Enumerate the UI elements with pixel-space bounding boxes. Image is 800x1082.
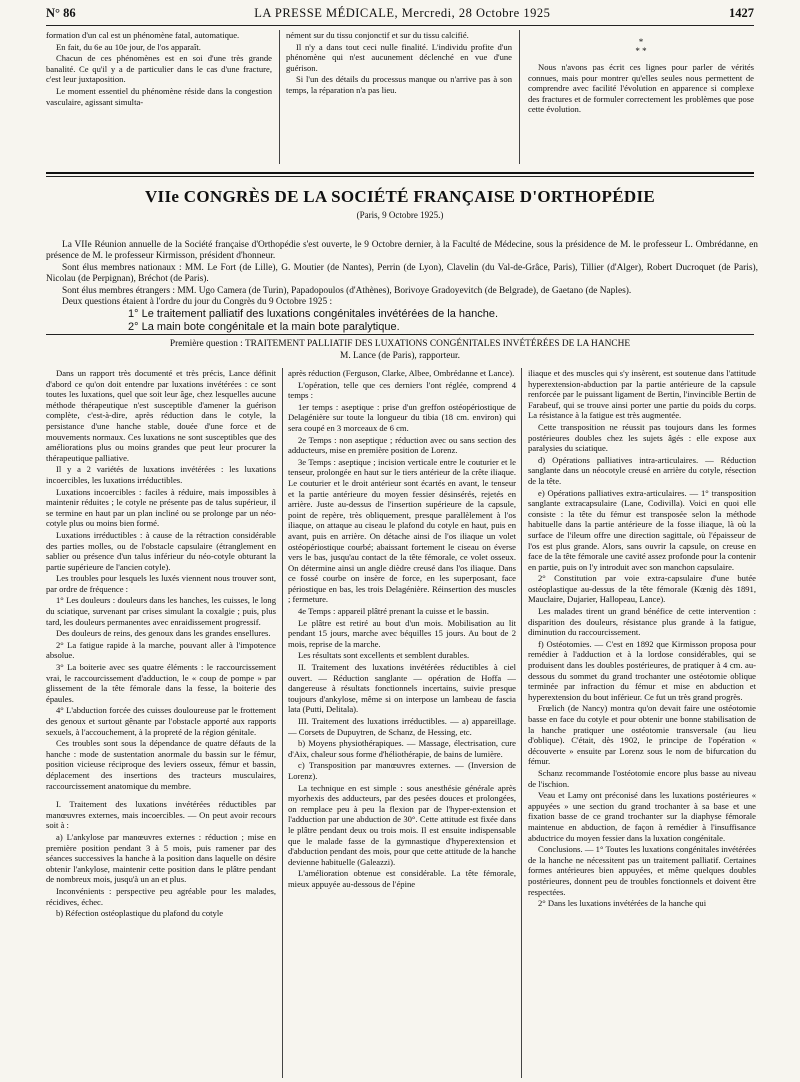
paragraph: 1° Les douleurs : douleurs dans les hanches, les cuisses, le long du sciatique, survenant par crises simulant la coxalgie ; puis, plus tard, les douleurs permanentes avec enraidissement progressif. <box>46 595 276 627</box>
paragraph: Conclusions. — 1° Toutes les luxations congénitales invétérées de la hanche ne nécessitent pas un traitement palliatif. Certaines formes antérieures bien appuyées, et même quelques doubles postérieures, donnent peu de troubles fonctionnels et doivent être respectées. <box>528 844 756 897</box>
column-divider <box>279 30 280 164</box>
paragraph: f) Ostéotomies. — C'est en 1892 que Kirmisson proposa pour remédier à l'adduction et à la lordose considérables, qui se produisent dans les doubles postérieures, de pratiquer à 4 cm. au-dessous du sommet du grand trochanter une ostéotomie oblique terminée par infraction du fémur et mise en abduction et hyperextension du bout inférieur. Ce fut un très grand progrès. <box>528 638 756 702</box>
paragraph: d) Opérations palliatives intra-articulaires. — Réduction sanglante dans un néocotyle creusé en arrière du cotyle, résection de la tête. <box>528 454 756 486</box>
paragraph: c) Transposition par manœuvres externes. — (Inversion de Lorenz). <box>288 760 516 781</box>
paragraph: 2° La fatigue rapide à la marche, pouvant aller à l'impotence absolue. <box>46 639 276 661</box>
paragraph: Nous n'avons pas écrit ces lignes pour parler de vérités connues, mais pour montrer qu'elles seules nous permettent de comprendre avec facilité l'évolution en apparence si complexe des fractures et de formuler correctement les problèmes que pose cette évolution. <box>528 62 754 115</box>
body-column-3 <box>528 368 756 1080</box>
paragraph: 3° La boiterie avec ses quatre éléments : le raccourcissement vrai, le raccourcissement d'adduction, le « coup de pompe » par glissement de la tête fémorale dans la fesse, la boiterie des épaules. <box>46 662 276 704</box>
paragraph: Frœlich (de Nancy) montra qu'on devait faire une ostéotomie basse en face du cotyle et pour obtenir une bonne stabilisation de la hanche pratiquer une ostéotomie transversale (au lieu d'oblique). C'était, dès 1902, le principe de l'opération « découverte » ensuite par Lorenz sous le nom de bifurcation du fémur. <box>528 703 756 767</box>
paragraph: Le moment essentiel du phénomène réside dans la congestion vasculaire, agissant simulta- <box>46 85 272 107</box>
question-1: 1° Le traitement palliatif des luxations congénitales invétérées de la hanche. <box>128 308 499 321</box>
paragraph: En fait, du 6e au 10e jour, de l'os apparaît. <box>56 41 201 52</box>
paragraph: 1er temps : aseptique : prise d'un greffon ostéopériostique de Delagénière sur toute la longueur du tibia (18 cm. environ) qui sera coupé en 3 morceaux de 6 cm. <box>288 401 516 433</box>
section-rule <box>46 172 754 174</box>
article-intro <box>46 240 758 333</box>
question-2: 2° La main bote congénitale et la main bote paralytique. <box>128 320 400 333</box>
section-heading: Première question : TRAITEMENT PALLIATIF DES LUXATIONS CONGÉNITALES INVÉTÉRÉES DE LA HANCHE <box>169 339 631 349</box>
paragraph: Veau et Lamy ont préconisé dans les luxations postérieures « appuyées » une section du grand trochanter à sa base et une fixation basse de ce grand trochanter sur la diaphyse fémorale maintenue en abduction, de façon à remédier à l'insuffisance abductrice du moyen fessier dans la luxation congénitale. <box>528 790 756 843</box>
paragraph: 2° Dans les luxations invétérées de la hanche qui <box>538 898 707 909</box>
column-divider <box>282 368 283 1078</box>
header-rule <box>46 25 754 26</box>
paragraph: 3e Temps : aseptique ; incision verticale entre le couturier et le tenseur, prolongée en haut sur le tiers antérieur de la crête iliaque. Le couturier et le droit antérieur sont écartés en avant, le tenseur et la partie antérieure du moyen fessier désinsérés, rejetés en arrière. Juste au-dessus de l'insertion supérieure de la capsule, point de repère, très obliquement, presque parallèlement à l'os iliaque, on attaque au ciseau le plafond du cotyle en haut, puis en avant, puis en arrière. On détache ainsi de l'os iliaque un volet ostéopériostique courbé; abaissant fortement le ciseau on éverse vers le bas, jusqu'au contact de la tête fémorale, ce volet osseux. On détermine ainsi un angle dièdre creusé dans l'os iliaque. Dans ce fossé courbe on insère de force, en les superposant, face périostique en bas, les trois Delagénière. Réinsertion des muscles ; fermeture. <box>288 456 516 605</box>
top-column-3 <box>528 30 754 166</box>
column-divider <box>519 30 520 164</box>
paragraph: Les résultats sont excellents et semblent durables. <box>298 650 470 661</box>
paragraph: Schanz recommande l'ostéotomie encore plus basse au niveau de l'ischion. <box>528 767 756 789</box>
issue-number: N° 86 <box>46 6 76 20</box>
article-title: VIIe CONGRÈS DE LA SOCIÉTÉ FRANÇAISE D'ORTHOPÉDIE <box>144 187 656 206</box>
paragraph: b) Réfection ostéoplastique du plafond du cotyle <box>56 908 224 919</box>
paragraph: Cette transposition ne réussit pas toujours dans les formes postérieures doubles chez les sujets âgés : elle expose aux paralysies du sciatique. <box>528 421 756 454</box>
paragraph: a) L'ankylose par manœuvres externes : réduction ; mise en première position pendant 3 à 5 mois, puis ramener par des séances successives la hanche à la position dans laquelle on désire obtenir l'ankylose, maintenir cette position dans le plâtre pendant de nombreux mois, jusqu'à un an et plus. <box>46 831 276 885</box>
paragraph: I. Traitement des luxations invétérées réductibles par manœuvres externes, mais incoercibles. — On peut avoir recours soit à : <box>46 799 276 831</box>
running-header <box>46 6 754 24</box>
paragraph: Inconvénients : perspective peu agréable pour les malades, récidives, échec. <box>46 885 276 907</box>
paragraph: La technique en est simple : sous anesthésie générale après myorhexis des adducteurs, par des pesées douces et prolongées, on remplace peu à peu la flexion par de l'hyper-extension et l'adduction par une abduction de 30°. Cette attitude est fixée dans le plâtre pendant deux ou trois mois. Il est ensuite indispensable que le malade fasse de la gymnastique d'hyperextension et d'abduction pendant des mois, pour que cette attitude de la hanche devienne habituelle (Galeazzi). <box>288 782 516 867</box>
intro-paragraph: Sont élus membres nationaux : MM. Le Fort (de Lille), G. Moutier (de Nantes), Perrin (de Lyon), Clavelin (du Val-de-Grâce, Paris), Tillier (d'Alger), Robert Ducroquet (de Paris), Nicolau (de Perpignan), Bréchot (de Paris). <box>46 262 758 285</box>
paragraph: 4e Temps : appareil plâtré prenant la cuisse et le bassin. <box>298 606 489 617</box>
paragraph: après réduction (Ferguson, Clarke, Albee, Ombrédanne et Lance). <box>288 368 515 378</box>
paragraph: nément sur du tissu conjonctif et sur du tissu calcifié. <box>286 30 469 40</box>
paragraph: L'amélioration obtenue est considérable. La tête fémorale, mieux appuyée au-dessous de l'épine <box>288 868 516 889</box>
paragraph: Le plâtre est retiré au bout d'un mois. Mobilisation au lit pendant 15 jours, marche avec béquilles 15 jours. Au bout de 2 mois, reprise de la marche. <box>288 617 516 649</box>
paragraph: 4° L'abduction forcée des cuisses douloureuse par le frottement des genoux et surtout gênante par l'obstacle apporté aux rapports sexuels, à l'accouchement, à la propreté de la région génitale. <box>46 705 276 737</box>
paragraph: Ces troubles sont sous la dépendance de quatre défauts de la hanche : mode de sustentation anormale du bassin sur le fémur, position vicieuse réciproque des leviers osseux, fémur et bassin, déplacement des insertions des tracteurs musculaires, raccourcissement anatomique du membre. <box>46 738 276 791</box>
section-rule <box>46 334 754 335</box>
paragraph: b) Moyens physiothérapiques. — Massage, électrisation, cure d'Aix, chaleur sous forme d'héliothérapie, de bains de lumière. <box>288 738 516 759</box>
paragraph: Il n'y a dans tout ceci nulle finalité. L'individu profite d'un phénomène qui n'est aucunement déclenché en vue d'une guérison. <box>286 41 512 73</box>
paragraph: III. Traitement des luxations irréductibles. — a) appareillage. — Corsets de Dupuytren, de Schanz, de Hessing, etc. <box>288 716 516 737</box>
section-rule <box>46 176 754 177</box>
paragraph: Chacun de ces phénomènes est en soi d'une très grande banalité. Ce qu'il y a de particulier dans le cas d'une fracture, c'est leur juxtaposition. <box>46 53 272 85</box>
paragraph: Les malades tirent un grand bénéfice de cette intervention : disparition des douleurs, résistance plus grande à la fatigue, diminution du raccourcissement. <box>528 606 756 638</box>
body-column-1 <box>46 368 276 1080</box>
rapporteur-line: M. Lance (de Paris), rapporteur. <box>339 351 460 361</box>
paragraph: Il y a 2 variétés de luxations invétérées : les luxations incoercibles, les luxations irréductibles. <box>46 464 276 485</box>
paragraph: 2e Temps : non aseptique ; réduction avec ou sans section des adducteurs, mise en première position de Lorenz. <box>288 434 516 456</box>
intro-paragraph: Sont élus membres étrangers : MM. Ugo Camera (de Turin), Papadopoulos (d'Athènes), Borivoye Gradoyevitch (de Belgrade), de Gaetano (de Naples). <box>62 285 632 296</box>
paragraph: L'opération, telle que ces derniers l'ont réglée, comprend 4 temps : <box>288 379 516 401</box>
paragraph: formation d'un cal est un phénomène fatal, automatique. <box>46 30 240 40</box>
top-column-1 <box>46 30 272 166</box>
column-divider <box>521 368 522 1078</box>
paragraph: Luxations irréductibles : à cause de la rétraction considérable des parties molles, ou de l'obstacle capsulaire (étranglement en sablier ou présence d'un talus inférieur du néo-cotyle obturant la partie supérieure de l'ancien cotyle). <box>46 529 276 572</box>
top-column-2 <box>286 30 512 166</box>
journal-title: LA PRESSE MÉDICALE, Mercredi, 28 Octobre 1925 <box>254 6 551 20</box>
body-column-2 <box>288 368 516 1080</box>
paragraph: Si l'un des détails du processus manque ou n'arrive pas à son temps, la réparation n'a pas lieu. <box>286 74 512 95</box>
paragraph: e) Opérations palliatives extra-articulaires. — 1° transposition sanglante extracapsulaire (Lane, Codivilla). Voici en quoi elle consiste : la tête du fémur est transposée selon la méthode habituelle dans la partie antérieure de la fosse iliaque, là où la surface de l'ileum offre une direction sagittale, où l'épaisseur de l'os est plus grande. Alors, sans ouvrir la capsule, on creuse en face de la tête fémorale une cavité assez profonde pour la contenir en partie, puis on l'y introduit avec son manchon capsulaire. <box>528 487 756 572</box>
article-subtitle: (Paris, 9 Octobre 1925.) <box>356 210 444 220</box>
paragraph: 2° Constitution par voie extra-capsulaire d'une butée ostéoplastique au-dessus de la tête fémorale (Kœnig dès 1891, Mauclaire, Dujarier, Hallopeau, Lance). <box>528 573 756 605</box>
page-number: 1427 <box>728 6 754 20</box>
paragraph: iliaque et des muscles qui s'y insèrent, est soutenue dans l'attitude hyperextension-abduction par la partie antérieure de la capsule renforcée par le puissant ligament de Bertin, l'invincible Bertin de Farabeuf, qui se trouve ainsi porter une partie du poids du corps. La résistance à la fatigue est très augmentée. <box>528 368 756 421</box>
paragraph: Dans un rapport très documenté et très précis, Lance définit d'abord ce qu'on doit entendre par luxations invétérées : ce sont toutes les luxations, quel que soit leur âge, chez lesquelles aucune méthode thérapeutique n'est susceptible d'amener la guérison complète, c'est-à-dire, après réduction dans le cotyle, la persistance d'une hanche stable, douée d'une force et de mouvements normaux. Ces luxations ne sont susceptibles que des améliorations plus ou moins grandes que peut leur procurer la thérapeutique palliative. <box>46 368 276 463</box>
section-stars: * * * <box>635 37 647 56</box>
paragraph: II. Traitement des luxations invétérées réductibles à ciel ouvert. — Réduction sanglante — opération de Hoffa — dangereuse à résultats fonctionnels incertains, suivie presque toujours d'ankylose, même si on interpose un lambeau de fascia lata (Putti, Delitala). <box>288 662 516 715</box>
intro-paragraph: Deux questions étaient à l'ordre du jour du Congrès du 9 Octobre 1925 : <box>62 297 333 308</box>
paragraph: Des douleurs de reins, des genoux dans les grandes ensellures. <box>56 628 271 639</box>
intro-paragraph: La VIIe Réunion annuelle de la Société française d'Orthopédie s'est ouverte, le 9 Octobre dernier, à la Faculté de Médecine, sous la présidence de M. le professeur L. Ombrédanne, en présence de M. le professeur Kirmisson, président d'honneur. <box>46 240 758 262</box>
paragraph: Luxations incoercibles : faciles à réduire, mais impossibles à maintenir réduites ; le cotyle ne présente pas de talus supérieur, il se termine en haut par un plan incliné ou se prolonge par un néo-cotyle plus ou moins bien formé. <box>46 486 276 529</box>
paragraph: Les troubles pour lesquels les luxés viennent nous trouver sont, par ordre de fréquence : <box>46 573 276 594</box>
